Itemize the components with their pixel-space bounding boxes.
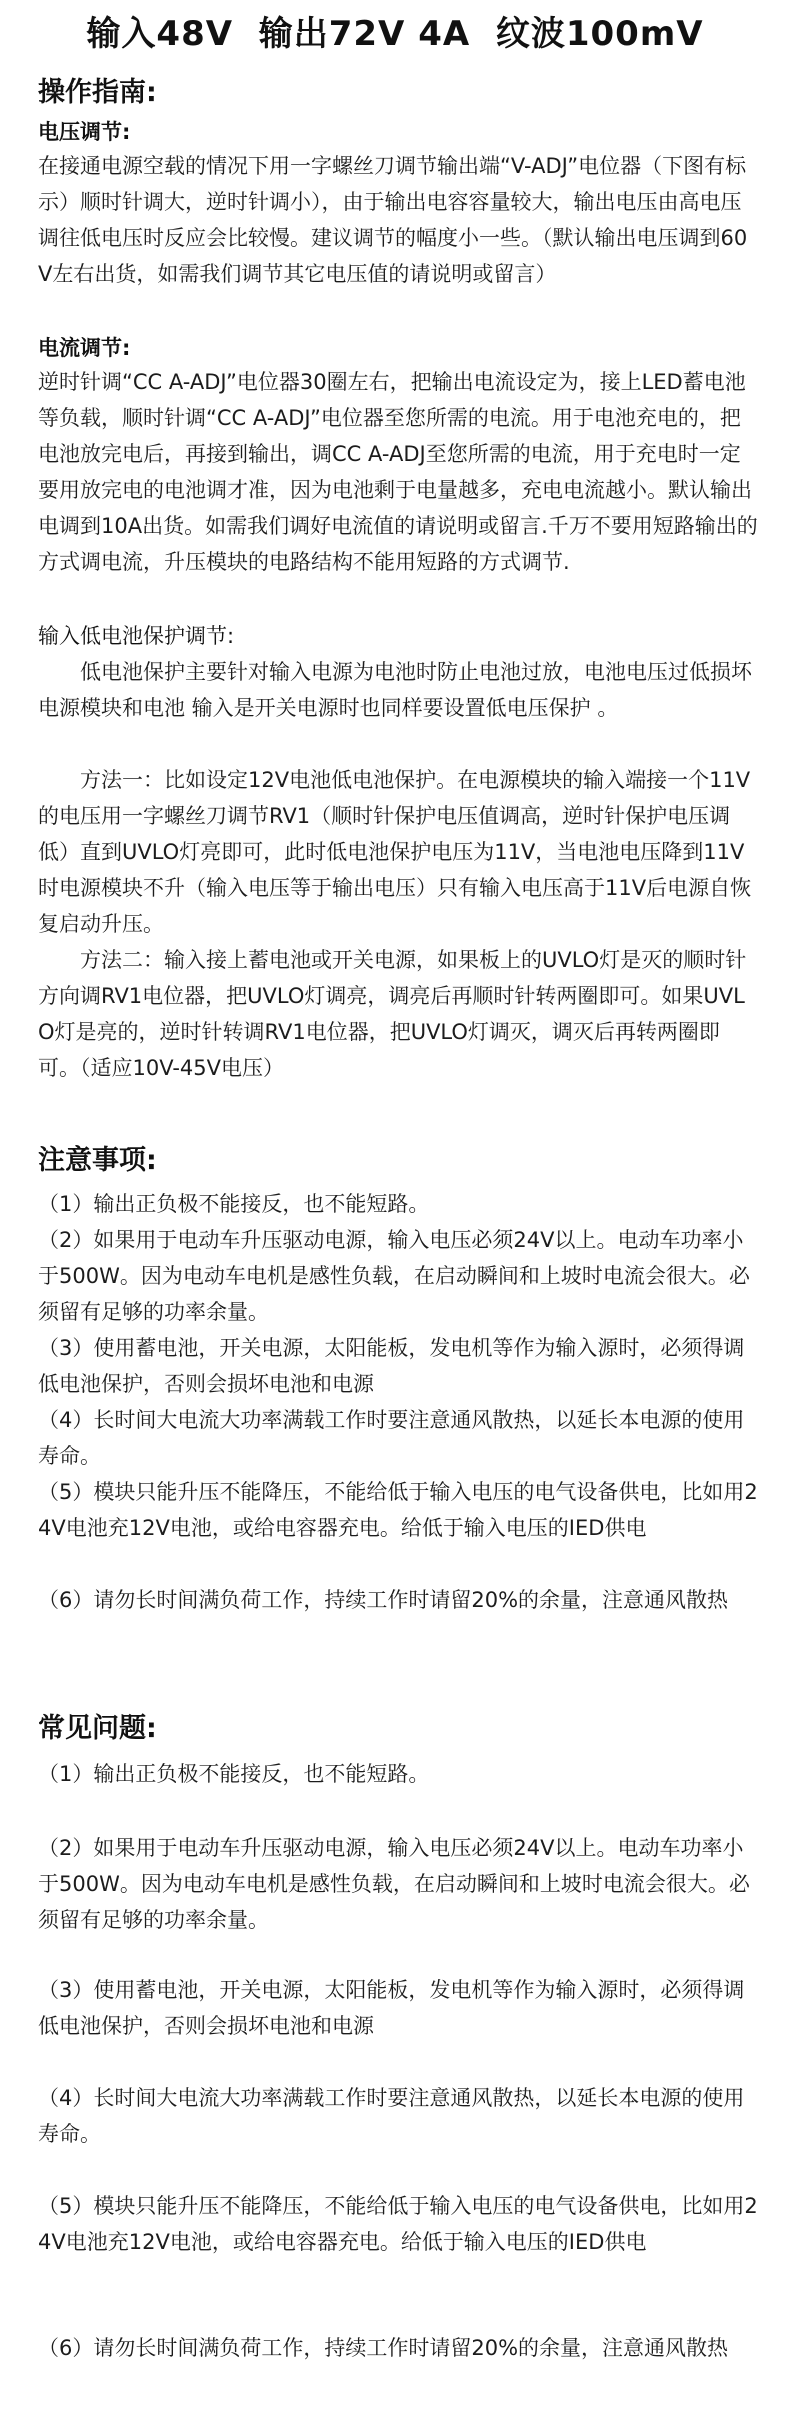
faq-item: （2）如果用于电动车升压驱动电源，输入电压必须24V以上。电动车功率小于500W。因为电动车电机是感性负载，在启动瞬间和上坡时电流会很大。必须留有足够的功率余量。 (38, 1836, 750, 1932)
notes-item: （1）输出正负极不能接反，也不能短路。 (38, 1192, 430, 1216)
notes-item: （2）如果用于电动车升压驱动电源，输入电压必须24V以上。电动车功率小于500W。因为电动车电机是感性负载，在启动瞬间和上坡时电流会很大。必须留有足够的功率余量。 (38, 1228, 750, 1324)
spec-banner: 输入48V 输出72V 4A 纹波100mV (86, 14, 704, 54)
current-text: 逆时针调“CC A-ADJ”电位器30圈左右，把输出电流设定为，接上LED蓄电池等负载，顺时针调“CC A-ADJ”电位器至您所需的电流。用于电池充电的，把电池放完电后，再接到输出，调CC A-ADJ至您所需的电流，用于充电时一定要用放完电的电池调才准，因为电池剩于电量越多，充电电流越小。默认输出电调到10A出货。如需我们调好电流值的请说明或留言.千万不要用短路输出的方式调电流，升压模块的电路结构不能用短路的方式调节. (38, 370, 758, 574)
lowbat-label: 输入低电池保护调节: (38, 624, 235, 648)
faq-item: （5）模块只能升压不能降压，不能给低于输入电压的电气设备供电，比如用24V电池充12V电池，或给电容器充电。给低于输入电压的IED供电 (38, 2194, 758, 2254)
voltage-label: 电压调节: (38, 120, 131, 144)
current-label: 电流调节: (38, 336, 131, 360)
notes-item: （4）长时间大电流大功率满载工作时要注意通风散热，以延长本电源的使用寿命。 (38, 1408, 745, 1468)
voltage-text: 在接通电源空载的情况下用一字螺丝刀调节输出端“V-ADJ”电位器（下图有标示）顺时针调大，逆时针调小），由于输出电容容量较大，输出电压由高电压调往低电压时反应会比较慢。建议调节的幅度小一些。（默认输出电压调到60V左右出货，如需我们调节其它电压值的请说明或留言） (38, 154, 748, 286)
lowbat-method1: 方法一：比如设定12V电池低电池保护。在电源模块的输入端接一个11V的电压用一字螺丝刀调节RV1（顺时针保护电压值调高，逆时针保护电压调低）直到UVLO灯亮即可，此时低电池保护电压为11V，当电池电压降到11V时电源模块不升（输入电压等于输出电压）只有输入电压高于11V后电源自恢复启动升压。 (38, 768, 752, 936)
lowbat-method2: 方法二：输入接上蓄电池或开关电源，如果板上的UVLO灯是灭的顺时针方向调RV1电位器，把UVLO灯调亮，调亮后再顺时针转两圈即可。如果UVLO灯是亮的，逆时针转调RV1电位器，把UVLO灯调灭，调灭后再转两圈即可。（适应10V-45V电压） (38, 948, 747, 1080)
lowbat-p1: 低电池保护主要针对输入电源为电池时防止电池过放，电池电压过低损坏电源模块和电池 输入是开关电源时也同样要设置低电压保护 。 (38, 660, 752, 720)
faq-item: （4）长时间大电流大功率满载工作时要注意通风散热，以延长本电源的使用寿命。 (38, 2086, 745, 2146)
notes-item: （5）模块只能升压不能降压，不能给低于输入电压的电气设备供电，比如用24V电池充12V电池，或给电容器充电。给低于输入电压的IED供电 (38, 1480, 758, 1540)
faq-heading: 常见问题: (38, 1713, 157, 1744)
faq-item: （1）输出正负极不能接反，也不能短路。 (38, 1762, 430, 1786)
faq-item: （3）使用蓄电池，开关电源，太阳能板，发电机等作为输入源时，必须得调低电池保护，否则会损坏电池和电源 (38, 1978, 745, 2038)
notes-item: （3）使用蓄电池，开关电源，太阳能板，发电机等作为输入源时，必须得调低电池保护，否则会损坏电池和电源 (38, 1336, 745, 1396)
faq-item: （6）请勿长时间满负荷工作，持续工作时请留20%的余量，注意通风散热 (38, 2336, 729, 2360)
notes-heading: 注意事项: (38, 1145, 157, 1176)
notes-item: （6）请勿长时间满负荷工作，持续工作时请留20%的余量，注意通风散热 (38, 1588, 729, 1612)
guide-heading: 操作指南: (38, 77, 157, 108)
